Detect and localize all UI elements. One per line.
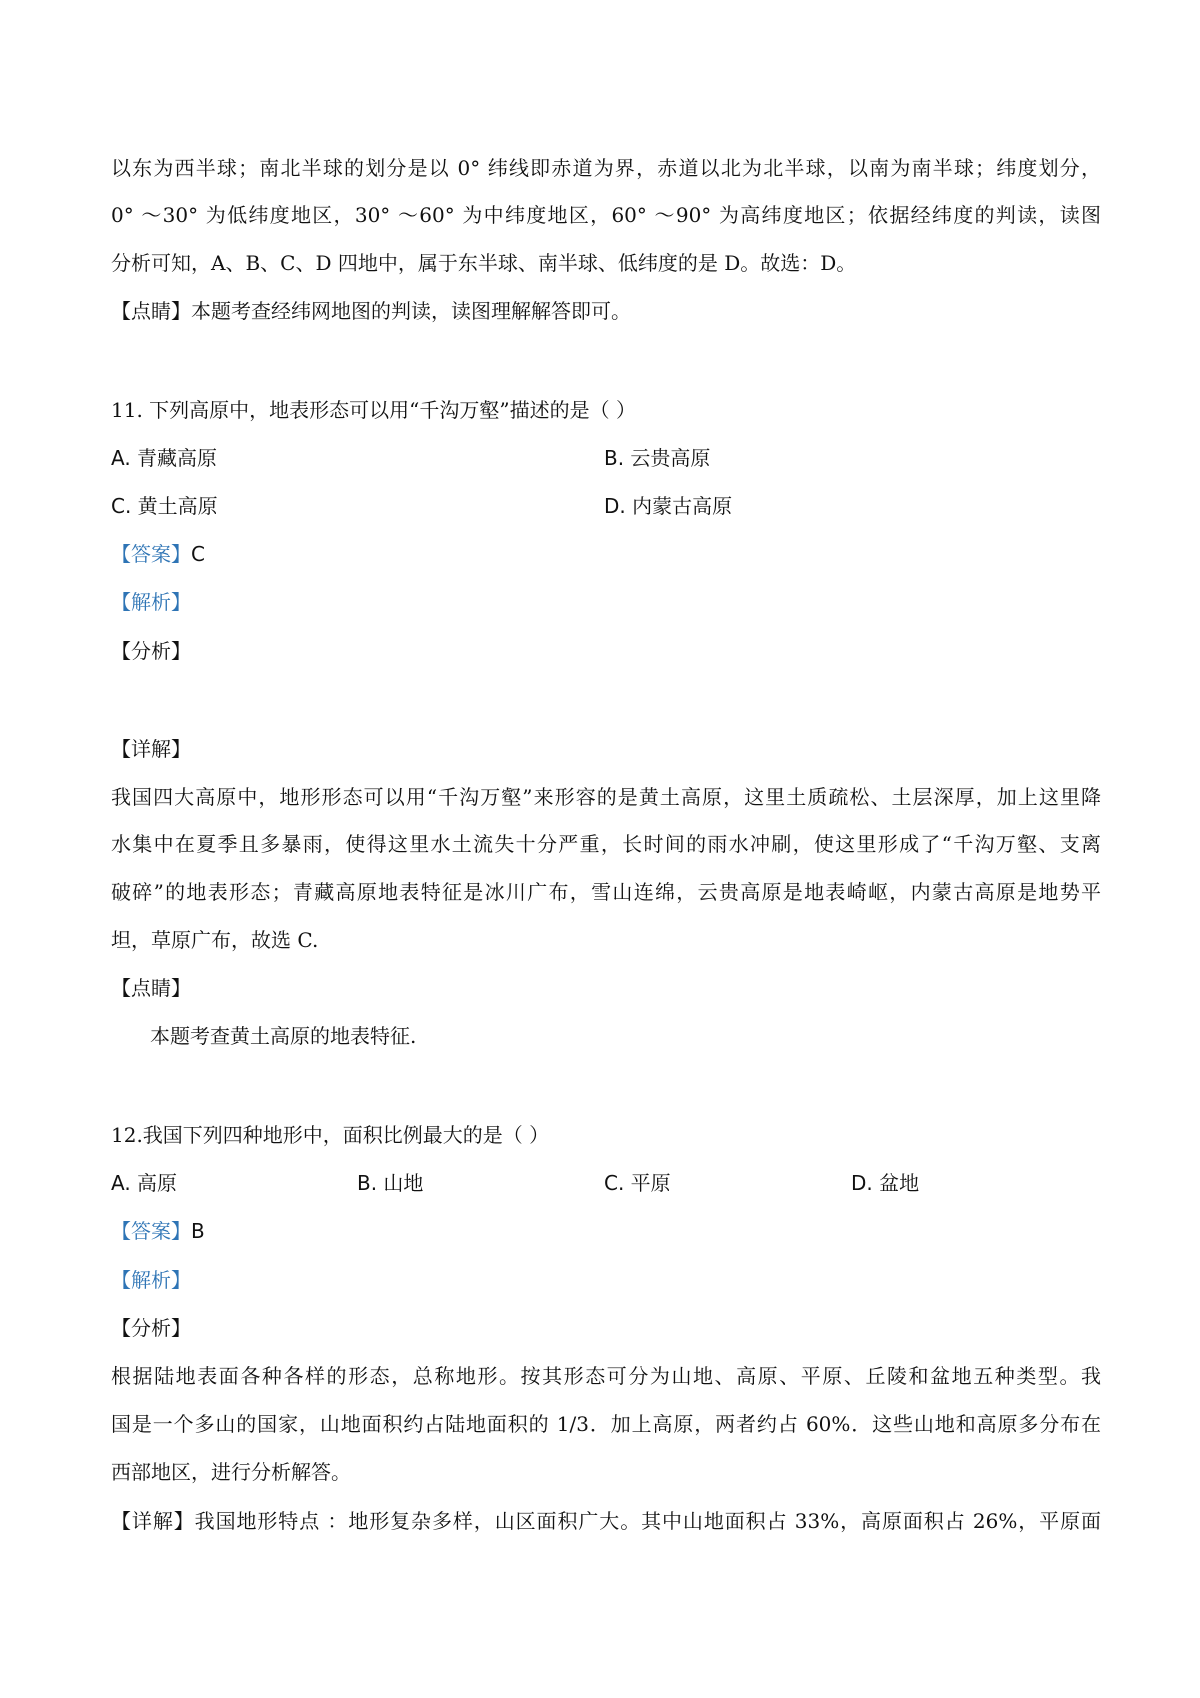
q11-answer-label: 【答案】 — [111, 542, 191, 566]
q11-stem: 11. 下列高原中，地表形态可以用“千沟万壑”描述的是（ ） — [111, 398, 636, 422]
q11-option-b: B. 云贵高原 — [604, 446, 711, 470]
q12-option-a: A. 高原 — [111, 1171, 178, 1195]
q12-answer-label: 【答案】 — [111, 1219, 191, 1243]
q12-fenxi-line-2: 国是一个多山的国家，山地面积约占陆地面积的 1/3．加上高原，两者约占 60%．这些山地和高原多分布在 — [111, 1412, 1101, 1436]
q11-answer-value: C — [191, 542, 205, 566]
q11-fenxi-label: 【分析】 — [111, 639, 191, 663]
q11-option-d: D. 内蒙古高原 — [604, 494, 733, 518]
prev-comment-text: 本题考查经纬网地图的判读，读图理解解答即可。 — [191, 299, 631, 323]
q12-fenxi-line-3: 西部地区，进行分析解答。 — [111, 1460, 351, 1484]
q11-comment-text: 本题考查黄土高原的地表特征. — [150, 1024, 417, 1048]
q11-detail-line-3: 破碎”的地表形态；青藏高原地表特征是冰川广布，雪山连绵，云贵高原是地表崎岖，内蒙古高原是地势平 — [111, 880, 1101, 904]
q12-option-c: C. 平原 — [604, 1171, 671, 1195]
q11-detail-label: 【详解】 — [111, 737, 191, 761]
q12-detail-text: 我国地形特点 ：地形复杂多样，山区面积广大。其中山地面积占 33%，高原面积占 26%，平原面 — [194, 1509, 1101, 1533]
q11-option-a: A. 青藏高原 — [111, 446, 218, 470]
q11-answer — [111, 540, 1101, 568]
prev-explanation-line-2: 0° ～30° 为低纬度地区，30° ～60° 为中纬度地区，60° ～90° 为高纬度地区；依据经纬度的判读，读图 — [111, 203, 1101, 227]
q11-detail-line-4: 坦，草原广布，故选 C. — [111, 928, 319, 952]
q12-analysis-label: 【解析】 — [111, 1268, 191, 1292]
q12-detail-label: 【详解】 — [111, 1509, 195, 1533]
q11-analysis-label: 【解析】 — [111, 590, 191, 614]
q12-detail — [111, 1507, 1101, 1535]
prev-comment-label: 【点睛】 — [111, 299, 191, 323]
q12-fenxi-label: 【分析】 — [111, 1316, 191, 1340]
q11-option-c: C. 黄土高原 — [111, 494, 218, 518]
q12-answer-value: B — [191, 1219, 205, 1243]
prev-comment — [111, 297, 1101, 325]
q12-answer — [111, 1217, 1101, 1245]
q12-fenxi-line-1: 根据陆地表面各种各样的形态，总称地形。按其形态可分为山地、高原、平原、丘陵和盆地五种类型。我 — [111, 1364, 1101, 1388]
q12-option-b: B. 山地 — [357, 1171, 424, 1195]
q12-option-d: D. 盆地 — [851, 1171, 920, 1195]
q11-detail-line-2: 水集中在夏季且多暴雨，使得这里水土流失十分严重，长时间的雨水冲刷，使这里形成了“千沟万壑、支离 — [111, 832, 1101, 856]
q11-detail-line-1: 我国四大高原中，地形形态可以用“千沟万壑”来形容的是黄土高原，这里土质疏松、土层深厚，加上这里降 — [111, 785, 1101, 809]
q11-comment-label: 【点睛】 — [111, 976, 191, 1000]
prev-explanation-line-3: 分析可知，A、B、C、D 四地中，属于东半球、南半球、低纬度的是 D。故选：D。 — [111, 251, 857, 275]
prev-explanation-line-1: 以东为西半球；南北半球的划分是以 0° 纬线即赤道为界，赤道以北为北半球，以南为南半球；纬度划分， — [111, 156, 1101, 180]
q12-stem: 12.我国下列四种地形中，面积比例最大的是（ ） — [111, 1123, 550, 1147]
